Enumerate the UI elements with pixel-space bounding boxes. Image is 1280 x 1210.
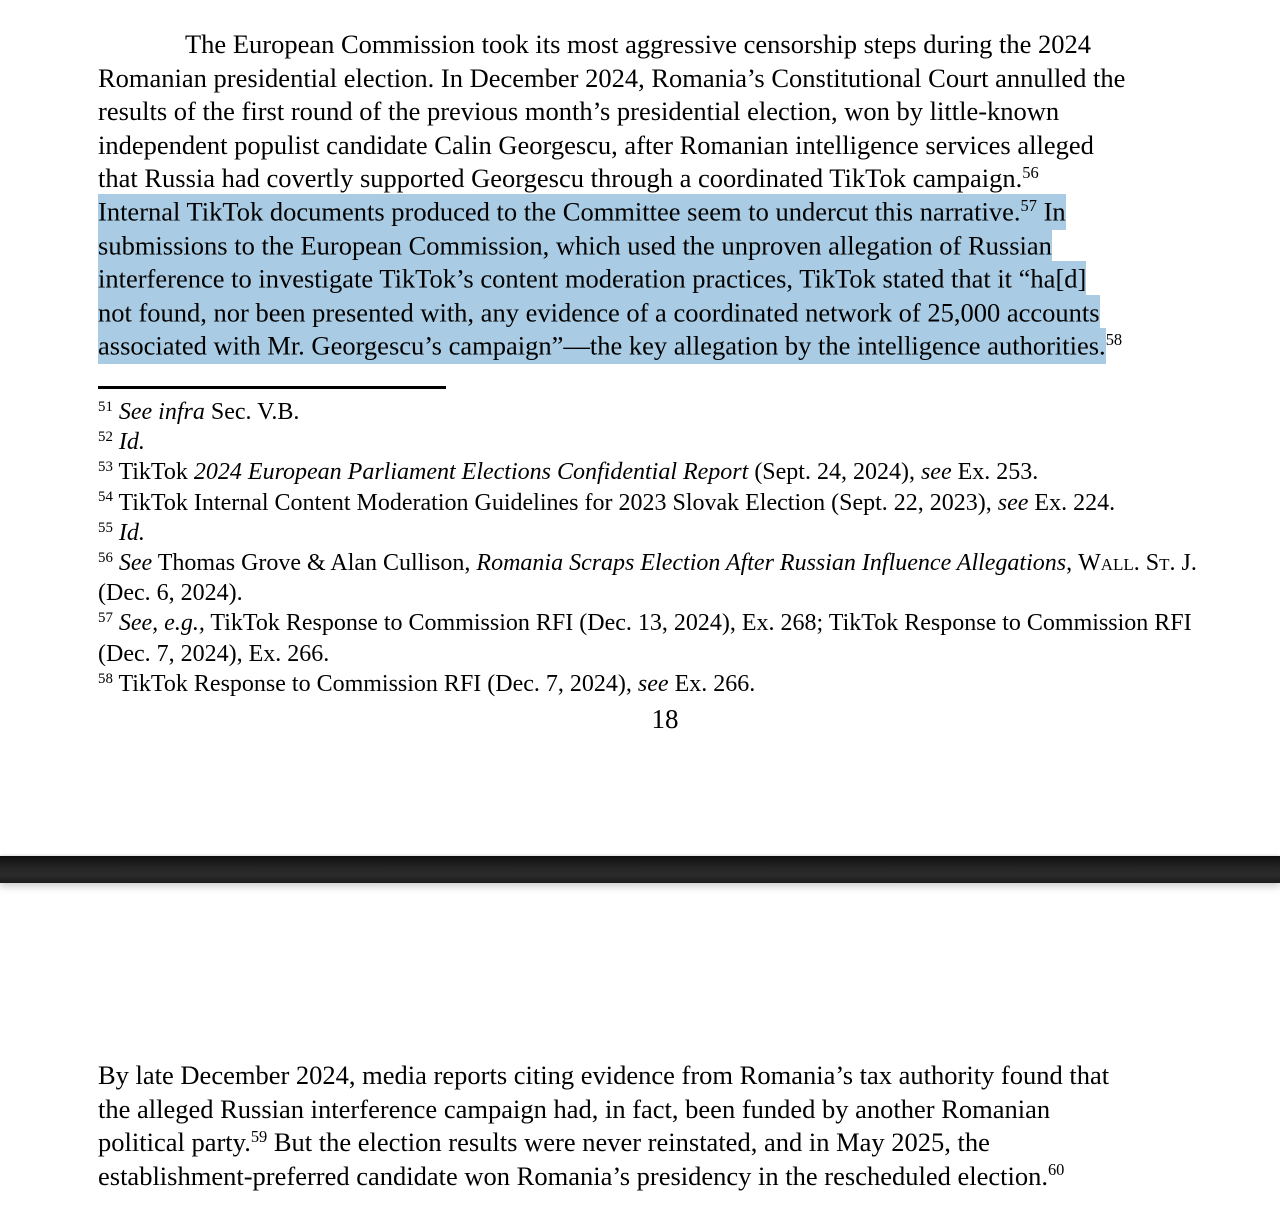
text-run: Romanian presidential election. In December 2024, Romania’s Constitutional Court annulled the xyxy=(98,62,1126,93)
text-run: Id. xyxy=(118,519,145,546)
text-run: political party. xyxy=(98,1127,251,1157)
text-run: see xyxy=(920,459,952,486)
text-run: Sec. V.B. xyxy=(204,399,300,425)
text-run: TikTok xyxy=(112,459,194,486)
text-run: establishment-preferred candidate won Romania’s presidency in the rescheduled election. xyxy=(98,1160,1048,1191)
text-run: TikTok Response to Commission RFI (Dec. 13, 2024), Ex. 268; TikTok Response to Commission RFI xyxy=(204,610,1192,637)
footnote-line xyxy=(98,488,1263,518)
text-line xyxy=(98,129,1258,163)
text-run: Thomas Grove & Alan Cullison, xyxy=(152,550,477,577)
main-paragraph-page-19 xyxy=(98,1059,1258,1193)
text-run: the alleged Russian interference campaign had, in fact, been funded by another Romanian xyxy=(98,1093,1051,1124)
text-run: Wall. St. J. xyxy=(1078,550,1197,577)
page-number: 18 xyxy=(651,704,679,734)
text-run: Ex. 253. xyxy=(951,459,1039,486)
text-run: (Sept. 24, 2024), xyxy=(748,459,921,486)
footnote-ref: 55 xyxy=(98,519,113,536)
footnote-ref: 57 xyxy=(1020,196,1037,216)
footnote-ref: 52 xyxy=(98,429,113,446)
text-run: See infra xyxy=(118,399,205,425)
text-run: results of the first round of the previous month’s presidential election, won by little-known xyxy=(98,96,1060,126)
text-run: Romania Scraps Election After Russian Influence Allegations xyxy=(476,550,1067,577)
footnotes-section xyxy=(98,397,1263,699)
main-paragraph-page-18 xyxy=(98,28,1258,363)
text-run: submissions to the European Commission, which used the unproven allegation of Russian xyxy=(98,230,1052,260)
footnote-line xyxy=(98,578,1263,608)
text-line xyxy=(98,95,1258,129)
text-line xyxy=(98,162,1258,196)
text-run: associated with Mr. Georgescu’s campaign”—the key allegation by the intelligence authorities. xyxy=(98,330,1106,361)
footnote-ref: 60 xyxy=(1047,1160,1065,1180)
footnote-ref: 51 xyxy=(98,398,113,415)
text-run: not found, nor been presented with, any evidence of a coordinated network of 25,000 accounts xyxy=(98,297,1100,327)
footnote-line xyxy=(98,669,1263,699)
footnote-ref: 58 xyxy=(98,670,113,687)
text-run: see xyxy=(997,489,1029,516)
text-run: The European Commission took its most aggressive censorship steps during the 2024 xyxy=(185,29,1092,59)
text-run: 2024 European Parliament Elections Confidential Report xyxy=(193,459,749,486)
footnote-ref: 54 xyxy=(98,489,113,506)
footnote-line xyxy=(98,639,1263,669)
footnote-ref: 59 xyxy=(250,1126,268,1146)
text-selection-highlight xyxy=(98,261,1086,297)
footnote-line xyxy=(98,397,1263,427)
selected-text-line xyxy=(98,229,1258,263)
text-line xyxy=(98,62,1258,96)
text-selection-highlight xyxy=(98,328,1106,364)
text-run: Ex. 224. xyxy=(1028,489,1116,516)
text-run: , xyxy=(1066,550,1079,577)
text-line xyxy=(98,1059,1258,1093)
text-selection-highlight xyxy=(98,194,1066,230)
text-run: Ex. 266. xyxy=(668,670,756,697)
text-run: (Dec. 6, 2024). xyxy=(98,580,243,607)
text-run: see xyxy=(637,670,669,697)
text-line xyxy=(98,1126,1258,1160)
text-run: Internal TikTok documents produced to the Committee seem to undercut this narrative. xyxy=(98,196,1021,227)
page-separator-bar xyxy=(0,856,1280,883)
text-run: that Russia had covertly supported Georgescu through a coordinated TikTok campaign. xyxy=(98,163,1023,193)
footnote-line xyxy=(98,457,1263,487)
text-line xyxy=(98,1093,1258,1127)
selected-text-line xyxy=(98,296,1258,330)
text-run: But the election results were never reinstated, and in May 2025, the xyxy=(267,1127,990,1157)
footnote-line xyxy=(98,427,1263,457)
text-run: See, e.g., xyxy=(118,610,205,637)
text-line xyxy=(98,28,1258,62)
footnote-line xyxy=(98,548,1263,578)
selected-text-line xyxy=(98,196,1258,230)
footnote-separator-line xyxy=(98,386,446,389)
footnote-line xyxy=(98,608,1263,638)
text-selection-highlight xyxy=(98,228,1052,264)
text-run: TikTok Internal Content Moderation Guidelines for 2023 Slovak Election (Sept. 22, 2023), xyxy=(112,489,998,516)
text-run: interference to investigate TikTok’s content moderation practices, TikTok stated that it “ha[d] xyxy=(98,263,1087,294)
footnote-ref: 56 xyxy=(98,549,113,566)
text-run: Id. xyxy=(118,429,145,456)
footnote-ref: 58 xyxy=(1105,330,1123,350)
text-run: (Dec. 7, 2024), Ex. 266. xyxy=(98,640,330,667)
text-line xyxy=(98,1160,1258,1194)
text-run: By late December 2024, media reports citing evidence from Romania’s tax authority found that xyxy=(98,1060,1110,1090)
footnote-ref: 57 xyxy=(98,610,113,627)
text-run: independent populist candidate Calin Georgescu, after Romanian intelligence services alleged xyxy=(98,129,1094,160)
selected-text-line xyxy=(98,263,1258,297)
footnote-ref: 53 xyxy=(98,459,113,476)
footnote-line xyxy=(98,518,1263,548)
footnote-ref: 56 xyxy=(1022,162,1039,182)
selected-text-line xyxy=(98,330,1258,364)
text-run: See xyxy=(118,550,153,577)
text-selection-highlight xyxy=(98,295,1100,331)
text-run: In xyxy=(1036,196,1066,227)
text-run: TikTok Response to Commission RFI (Dec. 7, 2024), xyxy=(112,670,638,697)
